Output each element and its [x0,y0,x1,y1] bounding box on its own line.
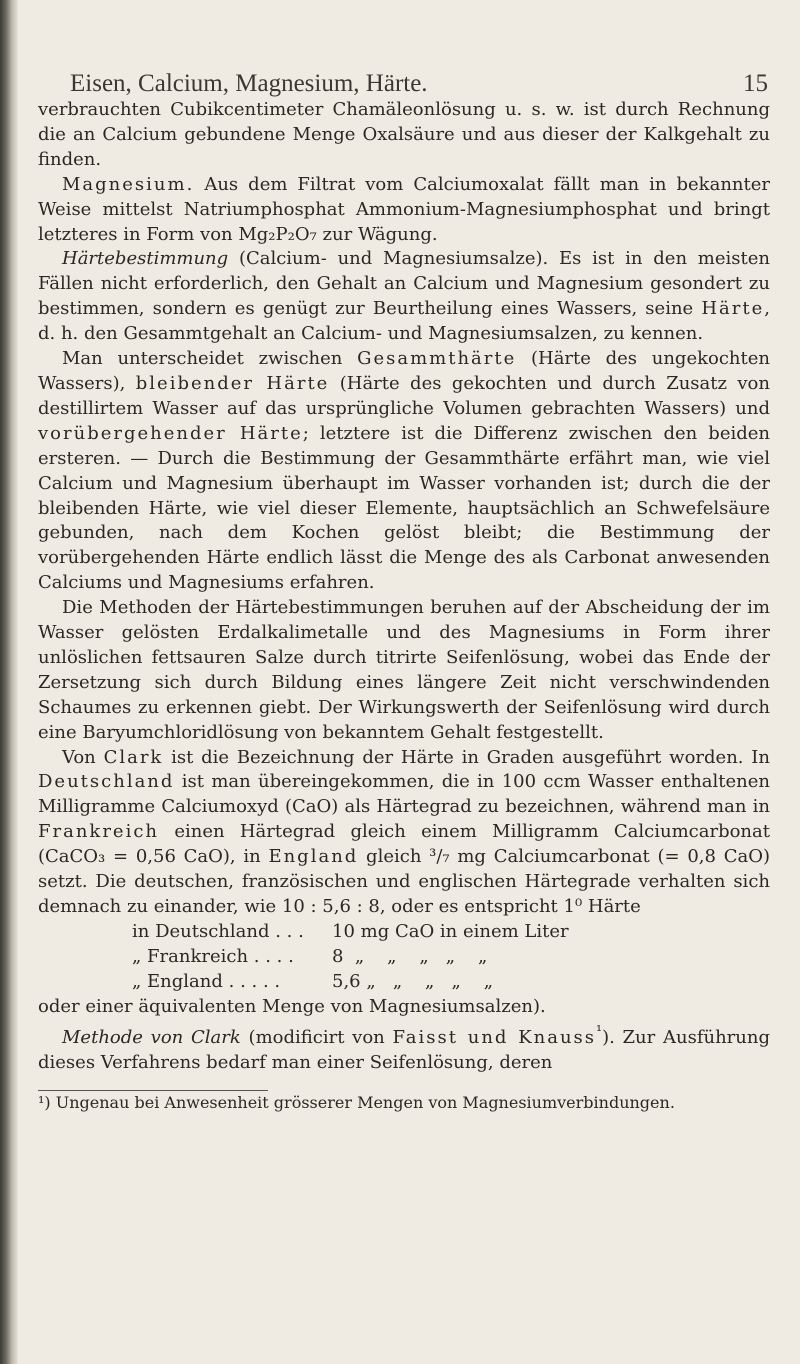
names-faisst-knauss: Faisst und Knauss [392,1027,597,1049]
table-cell-country: in Deutschland . . . [132,920,304,942]
country-frankreich: Frankreich [38,821,160,843]
term-voruebergehende-haerte: vorübergehender Härte [38,422,303,444]
name-clark: Clark [103,746,164,768]
book-binding-shadow [0,0,18,1364]
table-cell-value: 8 „ „ „ „ „ [332,945,488,967]
haertebestimmung-heading: Härtebestimmung [62,248,229,270]
haertebestimmung-text-a: (Calcium- und Magnesiumsalze). Es ist in den meisten Fällen nicht erforderlich, den Gehalt an Calcium und Magnesium gesondert zu bestimmen, sondern es genügt zur Beurtheilung eines Wassers, seine [38,248,770,320]
p8-text-b: ). Zur Ausführung dieses Verfahrens bedarf man einer Seifenlösung, deren [38,1027,770,1074]
paragraph-clark [38,746,770,920]
table-row [132,970,692,995]
paragraph-methoden: Die Methoden der Härtebestimmungen beruhen auf der Abscheidung der im Wasser gelösten Erdalkalimetalle und des Magnesiums in Form ihrer unlöslichen fettsauren Salze durch titrirte Seifenlösung, wobei das Ende der Zersetzung sich durch Bildung eines längere Zeit nicht verschwindenden Schaumes zu erkennen giebt. Der Wirkungswerth der Seifenlösung wird durch eine Baryumchloridlösung von bekanntem Gehalt festgestellt. [38,597,770,743]
term-bleibende-haerte: bleibender Härte [135,372,330,394]
table-row [132,945,692,970]
footnote: ¹) Ungenau bei Anwesenheit grösserer Mengen von Magnesiumverbindungen. [38,1093,675,1113]
book-page [30,52,770,97]
methode-clark-heading: Methode von Clark [62,1027,241,1049]
table-cell-country: „ England . . . . . [132,970,281,992]
p6-text-d: einen Härtegrad gleich einem Milligramm Calciumcarbonat (CaCO₃ = 0,56 CaO), in [38,821,770,868]
paragraph-haertearten [38,347,770,596]
table-cell-value: 5,6 „ „ „ „ „ [332,970,494,992]
hardness-table [132,920,692,995]
table-cell-country: „ Frankreich . . . . [132,945,294,967]
running-header [30,52,770,97]
p4-text-d: ; letztere ist die Differenz zwischen den beiden ersteren. — Durch die Bestimmung der Gesammthärte erfährt man, wie viel Calcium und Magnesium überhaupt im Wasser vorhanden ist; durch die der bleibenden Härte, wie viel dieser Elemente, hauptsächlich an Schwefelsäure gebunden, nach dem Kochen gelöst bleibt; die Bestimmung der vorübergehenden Härte endlich lässt die Menge des als Carbonat anwesenden Calciums und Magnesiums erfahren. [38,422,770,594]
haertebestimmung-text-b: , d. h. den Gesammtgehalt an Calcium- und Magnesiumsalzen, zu kennen. [38,298,770,345]
magnesium-text: Aus dem Filtrat vom Calciumoxalat fällt man in bekannter Weise mittelst Natriumphosphat Ammonium-Magnesiumphosphat und bringt letzteres in Form von Mg₂P₂O₇ zur Wägung. [38,173,770,245]
table-cell-value: 10 mg CaO in einem Liter [332,920,569,942]
p6-text-e: gleich ³/₇ mg Calciumcarbonat (= 0,8 CaO) setzt. Die deutschen, französischen und englischen Härtegrade verhalten sich demnach zu einander, wie 10 : 5,6 : 8, oder es entspricht 1⁰ Härte [38,846,770,917]
p6-text-c: ist man übereingekommen, die in 100 ccm Wasser enthaltenen Milligramme Calciumoxyd (CaO) als Härtegrad zu bezeichnen, während man in [38,771,770,818]
paragraph-methode-clark [38,1019,770,1076]
page-body [38,98,770,1116]
country-england: England [268,846,359,868]
page-title: Eisen, Calcium, Magnesium, Härte. [70,70,428,97]
p4-text-c: (Härte des gekochten und durch Zusatz von destillirtem Wasser auf das ursprüngliche Volumen gebrachten Wassers) und [38,372,770,419]
table-row [132,920,692,945]
paragraph-1: verbrauchten Cubikcentimeter Chamäleonlösung u. s. w. ist durch Rechnung die an Calcium gebundene Menge Oxalsäure und aus dieser der Kalkgehalt zu finden. [38,99,770,170]
page-number: 15 [743,70,768,97]
country-deutschland: Deutschland [38,771,175,793]
term-gesammthaerte: Gesammthärte [357,348,517,370]
haerte-term: Härte [701,298,765,320]
paragraph-aequivalent: oder einer äquivalenten Menge von Magnesiumsalzen). [38,995,546,1017]
p8-text-a: (modificirt von [240,1027,393,1049]
paragraph-magnesium [38,173,770,248]
paragraph-haertebestimmung [38,247,770,347]
p4-text-b: (Härte des ungekochten Wassers), [38,348,770,394]
p6-text-b: ist die Bezeichnung der Härte in Graden ausgeführt worden. In [163,746,770,768]
p4-text-a: Man unterscheidet zwischen [62,348,358,370]
p6-text-a: Von [62,746,104,768]
magnesium-heading: Magnesium. [62,173,195,195]
footnote-marker: ¹ [596,1022,603,1041]
